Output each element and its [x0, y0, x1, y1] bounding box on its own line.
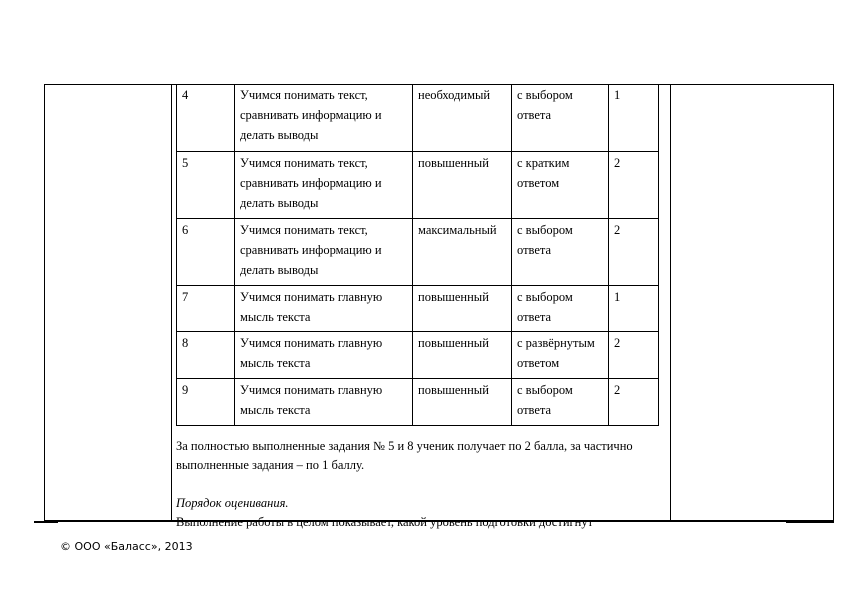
- task-answer-type: с выбором ответа: [512, 378, 609, 425]
- task-number: 6: [177, 218, 235, 285]
- task-answer-type: с выбором ответа: [512, 84, 609, 151]
- task-answer-type: с кратким ответом: [512, 151, 609, 218]
- task-score: 2: [609, 218, 659, 285]
- table-row: [177, 218, 659, 285]
- copyright-footer: © ООО «Баласс», 2013: [60, 540, 193, 553]
- task-score: 1: [609, 84, 659, 151]
- scoring-order-text: Выполнение работы в целом показывает, какой уровень подготовки достигнут: [176, 515, 594, 529]
- task-score: 1: [609, 285, 659, 331]
- task-topic: Учимся понимать текст, сравнивать информацию и делать выводы: [235, 218, 413, 285]
- task-number: 4: [177, 84, 235, 151]
- tasks-table: [176, 84, 659, 426]
- outer-column-divider-right: [670, 84, 671, 522]
- task-level: повышенный: [413, 285, 512, 331]
- task-number: 5: [177, 151, 235, 218]
- task-answer-type: с развёрнутым ответом: [512, 331, 609, 378]
- task-topic: Учимся понимать главную мысль текста: [235, 331, 413, 378]
- task-number: 8: [177, 331, 235, 378]
- task-number: 9: [177, 378, 235, 425]
- task-score: 2: [609, 331, 659, 378]
- table-row: [177, 378, 659, 425]
- table-bottom-extension-right: [786, 521, 834, 523]
- task-answer-type: с выбором ответа: [512, 285, 609, 331]
- task-level: повышенный: [413, 151, 512, 218]
- task-level: повышенный: [413, 378, 512, 425]
- task-level: максимальный: [413, 218, 512, 285]
- task-score: 2: [609, 378, 659, 425]
- task-topic: Учимся понимать главную мысль текста: [235, 285, 413, 331]
- task-answer-type: с выбором ответа: [512, 218, 609, 285]
- scoring-order-heading: Порядок оценивания.: [176, 496, 289, 510]
- task-level: повышенный: [413, 331, 512, 378]
- task-number: 7: [177, 285, 235, 331]
- task-topic: Учимся понимать текст, сравнивать информацию и делать выводы: [235, 84, 413, 151]
- table-row: [177, 151, 659, 218]
- table-row: [177, 285, 659, 331]
- scoring-note-text: За полностью выполненные задания № 5 и 8 ученик получает по 2 балла, за частично выполненные задания – по 1 баллу.: [176, 439, 633, 472]
- task-score: 2: [609, 151, 659, 218]
- table-row: [177, 84, 659, 151]
- task-topic: Учимся понимать текст, сравнивать информацию и делать выводы: [235, 151, 413, 218]
- outer-column-divider-left: [171, 84, 172, 522]
- table-row: [177, 331, 659, 378]
- scoring-note: [176, 437, 656, 532]
- table-bottom-extension-left: [34, 521, 58, 523]
- task-topic: Учимся понимать главную мысль текста: [235, 378, 413, 425]
- task-level: необходимый: [413, 84, 512, 151]
